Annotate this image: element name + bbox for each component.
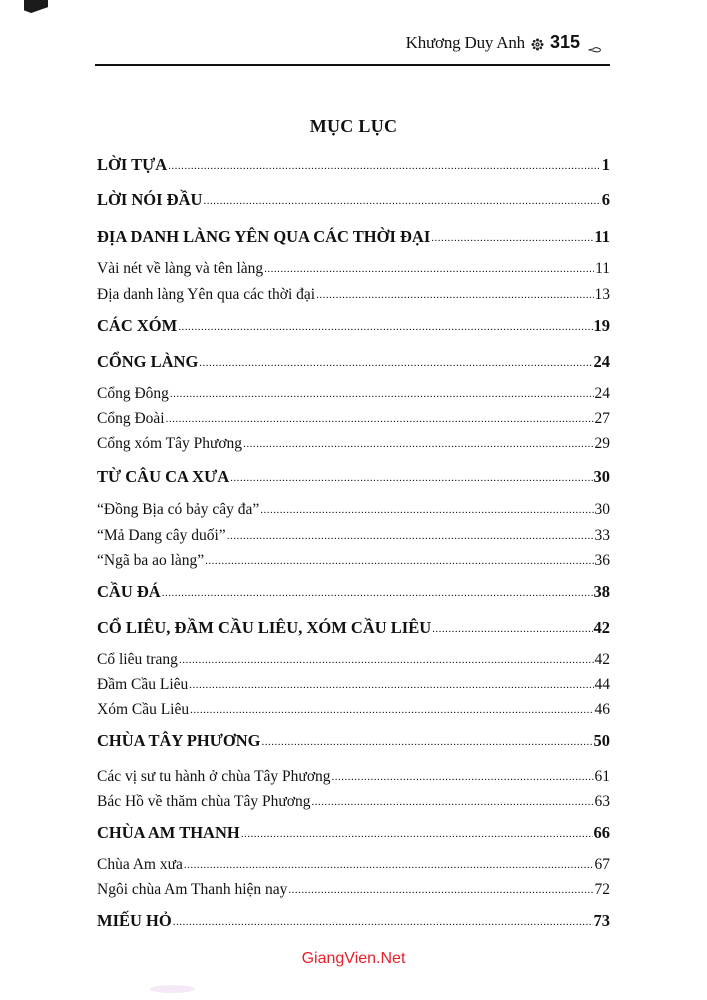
toc-entry-page-number: 24: [594, 385, 610, 402]
dot-leader: [432, 624, 592, 635]
toc-entry-label: CỔ LIÊU, ĐẦM CẦU LIÊU, XÓM CẦU LIÊU: [97, 618, 432, 637]
toc-entry-page-number: 67: [594, 856, 610, 873]
toc-entry-label: Cổng xóm Tây Phương: [97, 435, 243, 452]
dot-leader: [227, 531, 594, 542]
dot-leader: [203, 196, 600, 207]
toc-entry-page-number: 27: [594, 410, 610, 427]
toc-entry-label: Xóm Cầu Liêu: [97, 701, 190, 718]
watermark: GiangVien.Net: [301, 950, 406, 967]
toc-section-entry: [97, 287, 610, 303]
dot-leader: [243, 439, 593, 450]
toc-entry-label: “Mả Dang cây duối”: [97, 527, 226, 544]
dot-leader: [178, 322, 592, 333]
toc-entry-label: Vài nét về làng và tên làng: [97, 260, 264, 277]
dot-leader: [189, 680, 593, 691]
toc-entry-label: MIẾU HỎ: [97, 911, 172, 930]
running-header: [95, 30, 610, 66]
toc-entry-page-number: 30: [594, 501, 610, 518]
toc-section-entry: [97, 502, 610, 518]
dot-leader: [264, 264, 594, 275]
dot-leader: [311, 797, 593, 808]
toc-section-entry: [97, 528, 610, 544]
toc-entry-page-number: 38: [593, 582, 610, 601]
toc-entry-page-number: 30: [593, 467, 610, 486]
toc-entry-label: LỜI TỰA: [97, 155, 168, 174]
toc-section-entry: [97, 857, 610, 873]
dot-leader: [190, 705, 593, 716]
toc-entry-page-number: 11: [595, 260, 610, 277]
toc-entry-page-number: 61: [594, 768, 610, 785]
toc-entry-page-number: 73: [593, 911, 610, 930]
dot-leader: [230, 473, 592, 484]
toc-entry-page-number: 29: [594, 435, 610, 452]
toc-entry-page-number: 66: [593, 823, 610, 842]
toc-chapter-entry: [97, 584, 610, 601]
dot-leader: [332, 772, 594, 783]
toc-entry-page-number: 19: [593, 316, 610, 335]
toc-entry-page-number: 44: [594, 676, 610, 693]
toc-entry-page-number: 11: [594, 227, 610, 246]
dot-leader: [316, 290, 593, 301]
toc-entry-page-number: 24: [593, 352, 610, 371]
page-corner-mark: [24, 0, 48, 13]
page-number: 315: [549, 32, 580, 52]
toc-entry-page-number: 1: [601, 155, 610, 174]
toc-entry-label: CẦU ĐÁ: [97, 582, 161, 601]
dot-leader: [173, 917, 593, 928]
toc-section-entry: [97, 794, 610, 810]
toc-section-entry: [97, 652, 610, 668]
toc-chapter-entry: [97, 733, 610, 750]
toc-entry-label: Địa danh làng Yên qua các thời đại: [97, 286, 316, 303]
toc-entry-page-number: 63: [594, 793, 610, 810]
dot-leader: [260, 505, 593, 516]
toc-entry-label: Cổng Đoài: [97, 410, 165, 427]
dot-leader: [184, 860, 594, 871]
toc-entry-label: CÁC XÓM: [97, 316, 178, 335]
toc-entry-label: Đầm Cầu Liêu: [97, 676, 189, 693]
toc-entry-label: CHÙA AM THANH: [97, 823, 240, 842]
toc-entry-label: ĐỊA DANH LÀNG YÊN QUA CÁC THỜI ĐẠI: [97, 227, 431, 246]
dot-leader: [170, 389, 594, 400]
toc-entry-label: Cổ liêu trang: [97, 651, 178, 668]
dot-leader: [162, 588, 593, 599]
toc-entry-page-number: 72: [594, 881, 610, 898]
toc-section-entry: [97, 769, 610, 785]
dot-leader: [431, 233, 593, 244]
toc-entry-label: CỔNG LÀNG: [97, 352, 199, 371]
toc-chapter-entry: [97, 157, 610, 174]
dot-leader: [166, 414, 594, 425]
toc-chapter-entry: [97, 469, 610, 486]
toc-entry-label: LỜI NÓI ĐẦU: [97, 190, 203, 209]
toc-section-entry: [97, 386, 610, 402]
hand-pointer-icon: [588, 39, 602, 47]
toc-section-entry: [97, 411, 610, 427]
toc-entry-label: Bác Hồ về thăm chùa Tây Phương: [97, 793, 311, 810]
toc-chapter-entry: [97, 913, 610, 930]
dot-leader: [288, 885, 593, 896]
header-rule: [95, 64, 610, 66]
toc-entry-page-number: 42: [593, 618, 610, 637]
toc-chapter-entry: [97, 318, 610, 335]
dot-leader: [261, 737, 592, 748]
toc-chapter-entry: [97, 229, 610, 246]
toc-entry-label: Các vị sư tu hành ở chùa Tây Phương: [97, 768, 331, 785]
toc-entry-label: Ngôi chùa Am Thanh hiện nay: [97, 881, 288, 898]
toc-entry-label: TỪ CÂU CA XƯA: [97, 467, 230, 486]
dot-leader: [179, 655, 594, 666]
toc-entry-label: “Ngã ba ao làng”: [97, 552, 205, 569]
toc-entry-label: “Đồng Bịa có bảy cây đa”: [97, 501, 260, 518]
toc-entry-page-number: 42: [594, 651, 610, 668]
dot-leader: [199, 358, 592, 369]
dot-leader: [205, 556, 593, 567]
toc-entry-page-number: 46: [594, 701, 610, 718]
toc-chapter-entry: [97, 825, 610, 842]
toc-entry-page-number: 13: [594, 286, 610, 303]
toc-section-entry: [97, 677, 610, 693]
page-smudge: [150, 985, 195, 993]
toc-section-entry: [97, 261, 610, 277]
toc-entry-label: Chùa Am xưa: [97, 856, 183, 873]
dot-leader: [241, 829, 593, 840]
toc-section-entry: [97, 436, 610, 452]
toc-chapter-entry: [97, 354, 610, 371]
toc-chapter-entry: [97, 192, 610, 209]
toc-entry-page-number: 36: [594, 552, 610, 569]
dot-leader: [168, 161, 601, 172]
toc-section-entry: [97, 553, 610, 569]
toc-entry-page-number: 33: [594, 527, 610, 544]
toc-entry-label: CHÙA TÂY PHƯƠNG: [97, 731, 261, 750]
flower-icon: [531, 36, 544, 49]
toc-chapter-entry: [97, 620, 610, 637]
toc-section-entry: [97, 882, 610, 898]
toc-entry-label: Cổng Đông: [97, 385, 169, 402]
toc-section-entry: [97, 702, 610, 718]
toc-title: MỤC LỤC: [309, 116, 398, 136]
toc-entry-page-number: 50: [593, 731, 610, 750]
author-name: Khương Duy Anh: [405, 32, 525, 52]
toc-entry-page-number: 6: [601, 190, 610, 209]
